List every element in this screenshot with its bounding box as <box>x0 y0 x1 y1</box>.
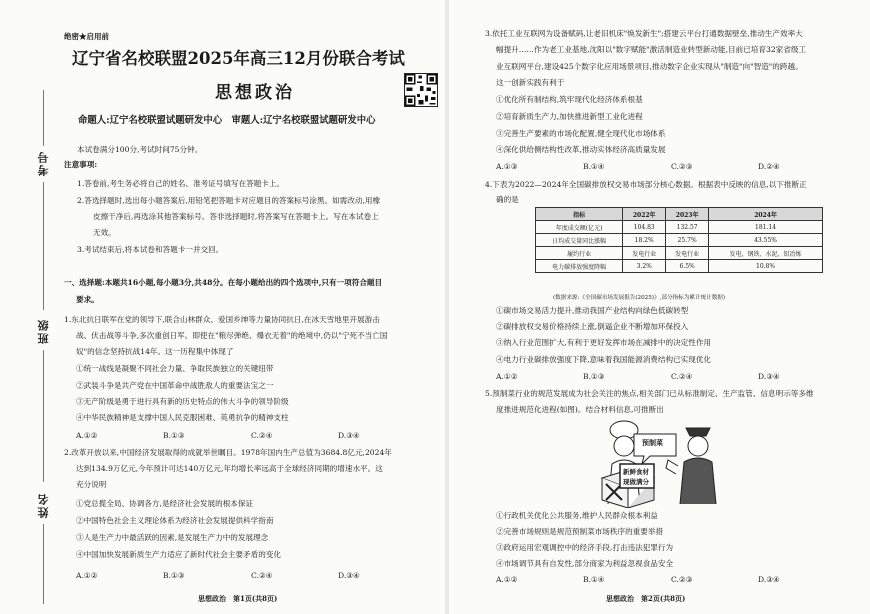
table-cell: 18.2% <box>623 234 666 247</box>
question-4-option[interactable]: A.①② <box>496 372 518 381</box>
note-line: 2.答选择题时,选出每小题答案后,用铅笔把答题卡对应题目的答案标号涂黑。如需改动,用橡 <box>77 196 381 205</box>
question-2-option[interactable]: B.①③ <box>163 571 185 580</box>
question-5-item: ④市场调节具有自发性,部分商家为利益忽视食品安全 <box>496 559 674 568</box>
question-5-item: ①行政机关优化公共服务,维护人民群众根本利益 <box>496 511 658 520</box>
question-3-item: ②培育新质生产力,加快推进新型工业化进程 <box>496 112 643 121</box>
question-5-option[interactable]: A.①② <box>496 575 518 584</box>
table-cell: 132.57 <box>666 221 709 234</box>
question-1-option[interactable]: D.③④ <box>338 431 360 440</box>
table-cell: 履约行业 <box>536 247 623 260</box>
table-cell: 25.7% <box>666 234 709 247</box>
table-cell: 日均成交量同比涨幅 <box>536 234 623 247</box>
question-1-option[interactable]: A.①② <box>76 431 98 440</box>
question-1-item: ②武装斗争是共产党在中国革命中战胜敌人的重要法宝之一 <box>76 381 274 390</box>
side-label-class: 班级 <box>37 318 50 344</box>
table-row <box>536 221 823 234</box>
question-1-option[interactable]: C.②④ <box>251 431 273 440</box>
question-1-item: ③无产阶级是勇于进行具有新的历史特点的伟大斗争的领导阶级 <box>76 397 289 406</box>
exam-info: 本试卷满分100分,考试时间75分钟。 <box>77 145 203 154</box>
authors-line: 命题人:辽宁名校联盟试题研发中心 审题人:辽宁名校联盟试题研发中心 <box>78 115 376 126</box>
question-2-item: ②中国特色社会主义理论体系为经济社会发展提供科学指南 <box>76 516 274 525</box>
question-5-option[interactable]: B.①④ <box>583 575 605 584</box>
question-5-item: ②完善市场规则是规范预制菜市场秩序的重要举措 <box>496 527 664 536</box>
note-line: 1.答卷前,考生务必将自己的姓名、准考证号填写在答题卡上。 <box>77 179 285 188</box>
page-footer: 思想政治 第1页(共8页) <box>198 594 278 603</box>
question-5-option[interactable]: C.②③ <box>671 575 693 584</box>
table-row <box>536 247 823 260</box>
question-3-item: ③完善生产要素的市场化配置,健全现代化市场体系 <box>496 129 666 138</box>
question-5-option[interactable]: D.③④ <box>758 575 780 584</box>
note-line: 无效。 <box>93 228 116 237</box>
question-4-item: ①碳市场交易活力提升,推动我国产业结构向绿色低碳转型 <box>496 306 689 315</box>
note-line: 皮擦干净后,再选涂其他答案标号。答非选择题时,将答案写在答题卡上。写在本试卷上 <box>93 212 379 221</box>
question-1-line: 1.东北抗日联军在党的领导下,联合山林群众、爱国乡绅等力量协同抗日,在冰天雪地里开展游击 <box>64 315 380 324</box>
question-3-option[interactable]: A.①③ <box>496 162 518 171</box>
question-3-item: ①优化所有制结构,筑牢现代化经济体系根基 <box>496 95 643 104</box>
table-row <box>536 208 823 221</box>
question-5-item: ③政府运用宏观调控中的经济手段,打击违法犯罪行为 <box>496 543 674 552</box>
table-row <box>536 260 823 273</box>
question-4-line: 确的是 <box>496 195 519 204</box>
question-2-item: ④中国加快发展新质生产力适应了新时代社会主要矛盾的变化 <box>76 550 282 559</box>
note-line: 3.考试结束后,将本试卷和答题卡一并交回。 <box>77 245 224 254</box>
table-cell: 电力碳排放强度降幅 <box>536 260 623 273</box>
cartoon-bubble-text: 预制菜 <box>642 438 663 447</box>
table-cell: 年度成交额(亿元) <box>536 221 623 234</box>
notes-heading: 注意事项: <box>64 160 98 169</box>
table-cell: 2024年 <box>709 208 823 221</box>
table-cell: 发电、钢铁、水泥、铝冶炼 <box>709 247 823 260</box>
table-cell: 2023年 <box>666 208 709 221</box>
question-4-item: ③纳入行业范围扩大,有利于更好发挥市场在减排中的决定性作用 <box>496 338 712 347</box>
table-cell: 6.5% <box>666 260 709 273</box>
question-2-item: ①党总揽全局、协调各方,是经济社会发展的根本保证 <box>76 499 254 508</box>
page-footer: 思想政治 第2页(共8页) <box>606 594 686 603</box>
cartoon-sign-text: 新鲜食材 <box>623 468 649 476</box>
question-2-line: 2.改革开放以来,中国经济发展取得的成就举世瞩目。1978年国内生产总值为3684.8亿元,2024年 <box>64 448 392 457</box>
data-table <box>535 207 823 273</box>
secret-label: 绝密★启用前 <box>64 32 109 41</box>
question-4-item: ②碳排放权交易价格持续上涨,倒逼企业不断增加环保投入 <box>496 322 689 331</box>
question-2-item: ③人是生产力中最活跃的因素,是发展生产力中的发展理念 <box>76 533 269 542</box>
side-label-name: 姓名 <box>37 492 50 518</box>
subject-title: 思想政治 <box>215 83 295 103</box>
section-heading: 要求。 <box>76 295 99 304</box>
table-cell: 2022年 <box>623 208 666 221</box>
question-2-line: 达到134.9万亿元,今年预计可达140万亿元,年均增长率远高于全球经济同期的增速水平。这 <box>76 464 383 473</box>
question-4-option[interactable]: D.③④ <box>758 372 780 381</box>
question-3-item: ④深化供给侧结构性改革,推动实体经济高质量发展 <box>496 145 666 154</box>
side-label-exam-number: 考号 <box>37 150 50 176</box>
question-2-option[interactable]: D.③④ <box>338 571 360 580</box>
table-cell: 发电行业 <box>666 247 709 260</box>
table-cell: 104.83 <box>623 221 666 234</box>
question-3-line: 幅提升……作为老工业基地,沈阳以"数字赋能"激活制造业转型新动能,目前已培育32家省级工 <box>496 45 807 54</box>
question-3-line: 这一创新实践有利于 <box>496 78 565 87</box>
binding-line <box>43 350 44 482</box>
exam-title: 辽宁省名校联盟2025年高三12月份联合考试 <box>72 49 405 68</box>
question-1-line: 奴"的信念坚持抗战14年。这一历程集中体现了 <box>76 347 234 356</box>
binding-line <box>43 90 44 146</box>
question-1-option[interactable]: B.①③ <box>163 431 185 440</box>
question-4-option[interactable]: C.②④ <box>671 372 693 381</box>
question-1-line: 战、伏击战等斗争,多次重创日军。即使在"粮尽弹绝、爆衣无着"的绝境中,仍以"宁死不当亡国 <box>76 331 388 340</box>
cartoon-illustration <box>594 416 730 508</box>
question-4-item: ④电力行业碳排放强度下降,意味着我国能源消费结构已实现优化 <box>496 355 712 364</box>
question-3-line: 业互联网平台,建设425个数字化应用场景项目,推动数字企业实现从"制造"向"智造"的跨越。 <box>496 62 803 71</box>
table-row <box>536 234 823 247</box>
question-2-line: 充分说明 <box>76 480 107 489</box>
table-cell: 181.14 <box>709 221 823 234</box>
question-3-line: 3.依托工业互联网为设备赋码,让老旧机床"焕发新生";搭建云平台打通数据壁垒,推动生产效率大 <box>485 29 803 38</box>
question-5-line: 5.预制菜行业的规范发展成为社会关注的焦点,相关部门已从标准制定、生产监管、信息明示等多维 <box>485 389 814 398</box>
question-3-option[interactable]: C.②③ <box>671 162 693 171</box>
question-1-item: ④中华民族精神是支撑中国人民克服困难、英勇抗争的精神支柱 <box>76 413 289 422</box>
section-heading: 一、选择题:本题共16小题,每小题3分,共48分。在每小题给出的四个选项中,只有一项符合题目 <box>64 278 383 287</box>
qr-code-icon <box>404 73 438 107</box>
binding-line <box>43 524 44 604</box>
binding-line <box>43 182 44 310</box>
question-4-line: 4.下表为2022—2024年全国碳排放权交易市场部分核心数据。根据表中反映的信息,以下推断正 <box>485 180 807 189</box>
table-cell: 指标 <box>536 208 623 221</box>
cartoon-sign-text: 现做满分 <box>623 478 649 486</box>
question-2-option[interactable]: C.②④ <box>251 571 273 580</box>
question-5-line: 度推进规范化进程(如图)。结合材料信息,可推断出 <box>496 405 664 414</box>
question-1-item: ①统一战线是凝聚不同社会力量、争取民族独立的关键纽带 <box>76 364 274 373</box>
question-2-option[interactable]: A.①② <box>76 571 98 580</box>
table-cell: 10.8% <box>709 260 823 273</box>
question-4-option[interactable]: B.①③ <box>583 372 605 381</box>
cartoon-drawing <box>594 416 730 508</box>
table-cell: 43.55% <box>709 234 823 247</box>
question-3-option[interactable]: B.①④ <box>583 162 605 171</box>
table-source: (数据来源:《全国碳市场发展报告(2025)》,部分指标为累计统计数据) <box>553 295 726 301</box>
table-cell: 3.2% <box>623 260 666 273</box>
table-cell: 发电行业 <box>623 247 666 260</box>
question-3-option[interactable]: D.②④ <box>758 162 780 171</box>
